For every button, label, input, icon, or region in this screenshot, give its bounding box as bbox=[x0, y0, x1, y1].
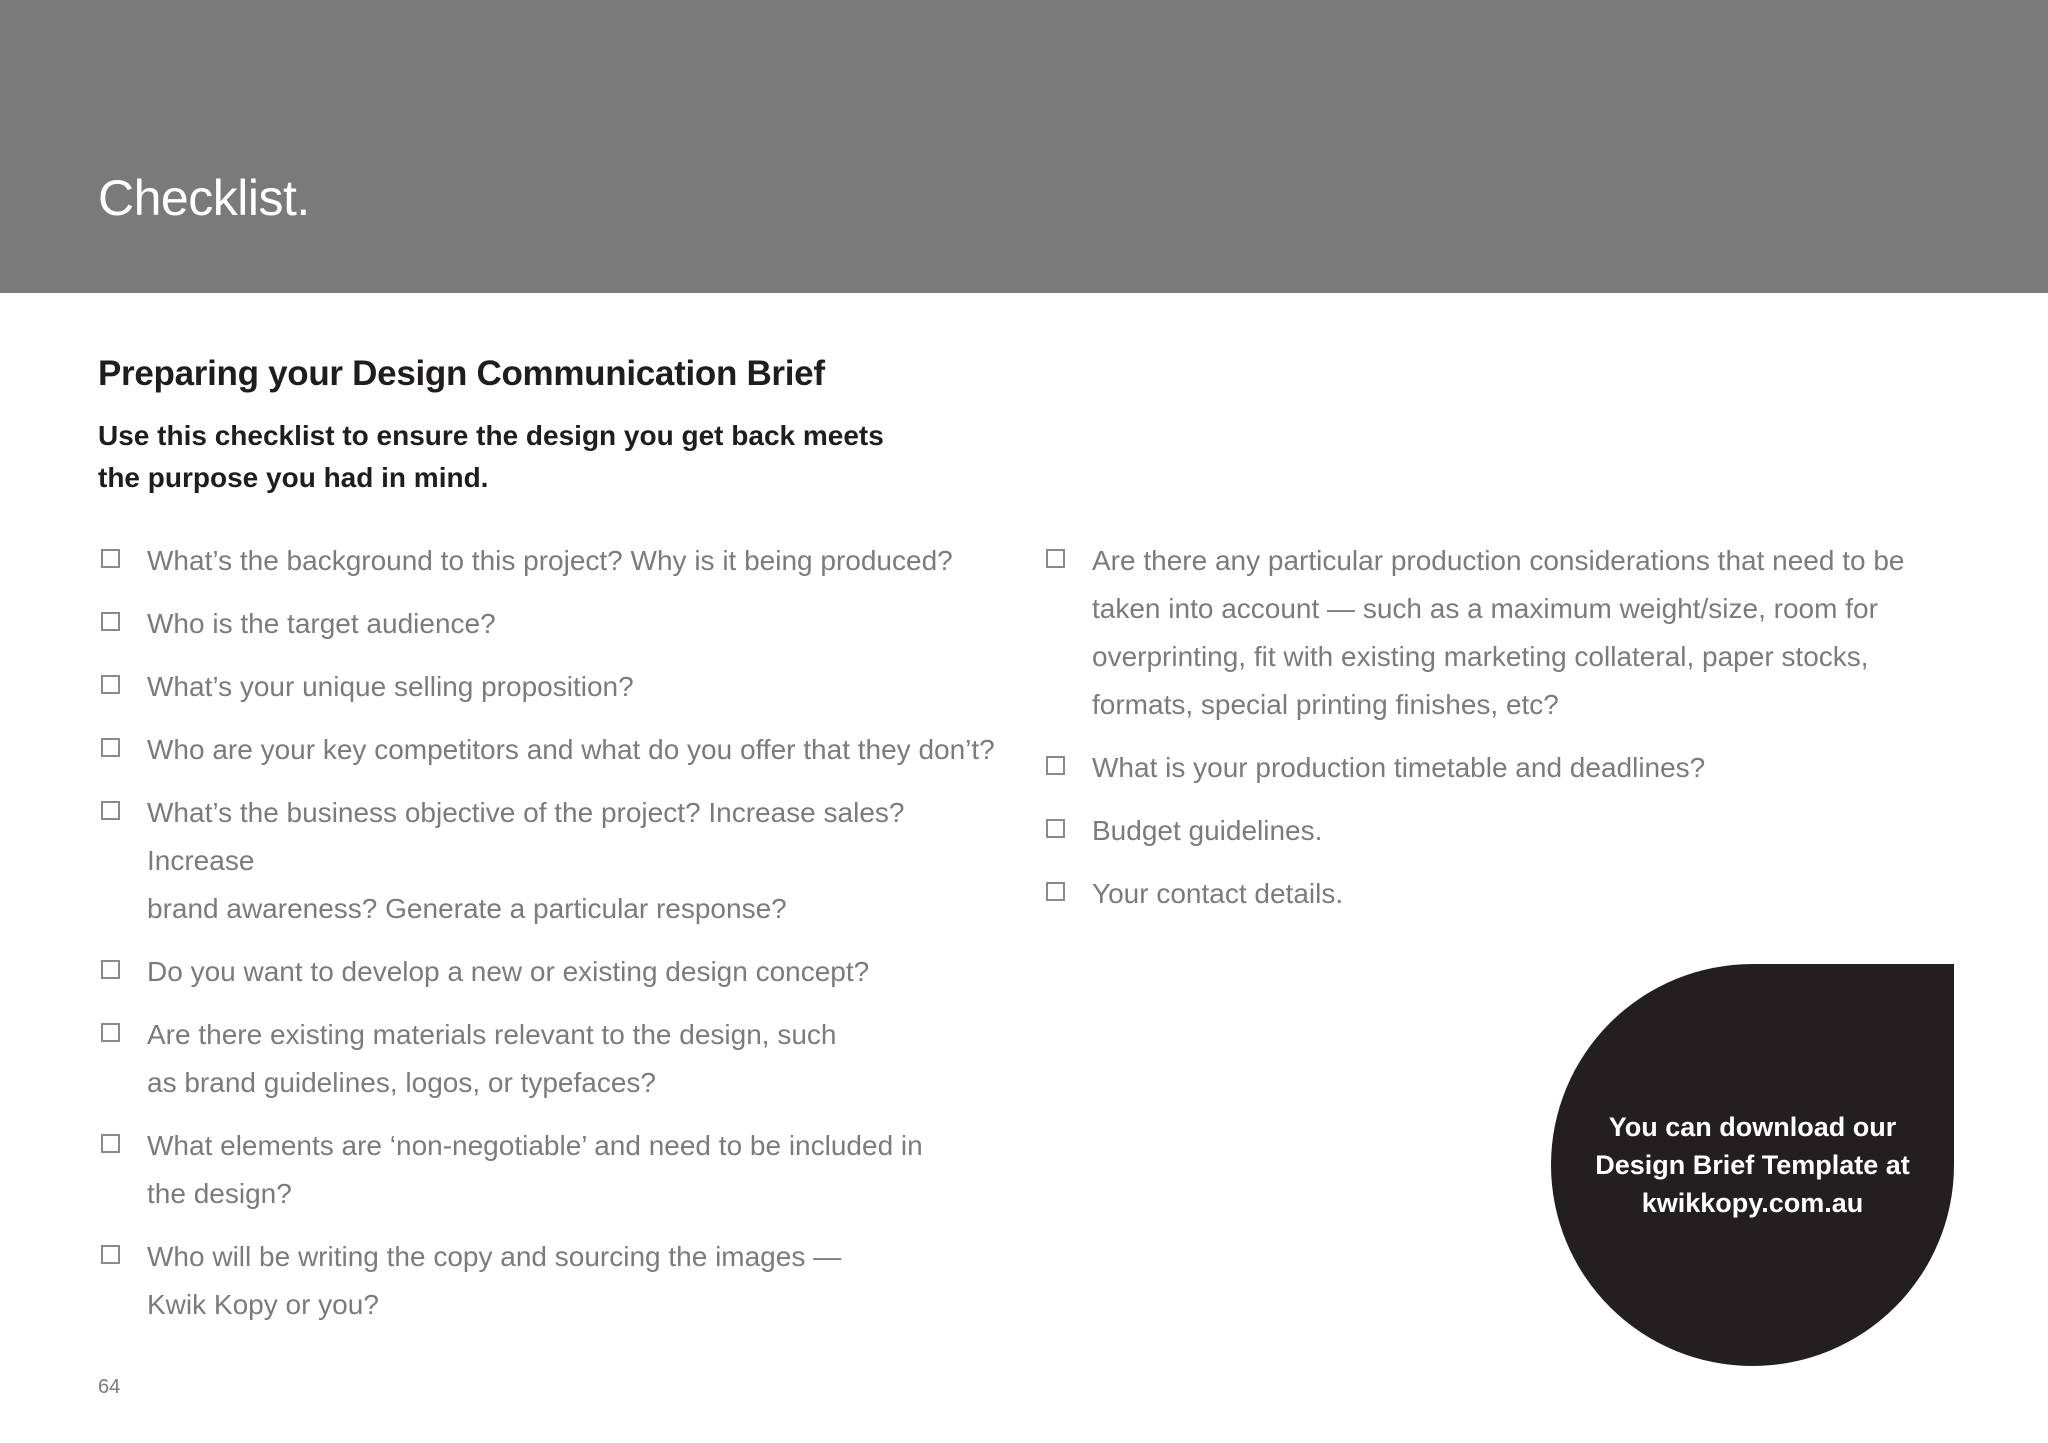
checklist-item-line: Who will be writing the copy and sourcing the images — bbox=[147, 1241, 842, 1272]
checklist-item bbox=[98, 663, 998, 711]
checklist-item-text bbox=[147, 726, 998, 774]
checklist-item-line: Who are your key competitors and what do you offer that they don’t? bbox=[147, 734, 995, 765]
checklist-item-line: formats, special printing finishes, etc? bbox=[1092, 689, 1559, 720]
checklist-item-line: What elements are ‘non-negotiable’ and need to be included in bbox=[147, 1130, 923, 1161]
checklist-item bbox=[98, 1233, 998, 1329]
callout-line-2: Design Brief Template at bbox=[1595, 1150, 1910, 1180]
checklist-item-line: Who is the target audience? bbox=[147, 608, 496, 639]
checkbox[interactable] bbox=[101, 738, 120, 757]
checklist-item bbox=[98, 1011, 998, 1107]
checklist-item-text bbox=[1092, 870, 1923, 918]
checklist-item-line: What’s the background to this project? Why is it being produced? bbox=[147, 545, 953, 576]
checkbox[interactable] bbox=[1046, 882, 1065, 901]
checklist-item-text bbox=[147, 1011, 998, 1107]
checklist-item-line: Your contact details. bbox=[1092, 878, 1344, 909]
checkbox[interactable] bbox=[101, 1245, 120, 1264]
checklist-item-line: What is your production timetable and deadlines? bbox=[1092, 752, 1706, 783]
checklist-item-line: taken into account — such as a maximum weight/size, room for bbox=[1092, 593, 1878, 624]
checkbox[interactable] bbox=[101, 1134, 120, 1153]
callout-link[interactable]: kwikkopy.com.au bbox=[1641, 1188, 1864, 1218]
checklist-left-column bbox=[98, 537, 998, 1344]
checklist-item-text bbox=[147, 1122, 998, 1218]
intro-line-1: Use this checklist to ensure the design you get back meets bbox=[98, 420, 884, 451]
checklist-item-line: What’s your unique selling proposition? bbox=[147, 671, 634, 702]
checklist-item-line: Are there existing materials relevant to the design, such bbox=[147, 1019, 837, 1050]
checklist-item bbox=[98, 537, 998, 585]
checklist-item-line: Budget guidelines. bbox=[1092, 815, 1323, 846]
checklist-item-line: Are there any particular production considerations that need to be bbox=[1092, 545, 1905, 576]
checklist-item bbox=[1043, 870, 1923, 918]
intro-text bbox=[98, 415, 898, 499]
checklist-item bbox=[1043, 744, 1923, 792]
checklist-item-line: brand awareness? Generate a particular response? bbox=[147, 893, 787, 924]
section-heading: Preparing your Design Communication Brief bbox=[98, 354, 825, 393]
checklist-item bbox=[1043, 537, 1923, 729]
checklist-item-line: Kwik Kopy or you? bbox=[147, 1289, 379, 1320]
checklist-item-text bbox=[147, 948, 998, 996]
checkbox[interactable] bbox=[101, 549, 120, 568]
checklist-item-text bbox=[147, 600, 998, 648]
checkbox[interactable] bbox=[101, 960, 120, 979]
checkbox[interactable] bbox=[1046, 756, 1065, 775]
intro-line-2: the purpose you had in mind. bbox=[98, 462, 489, 493]
checkbox[interactable] bbox=[1046, 819, 1065, 838]
callout-text bbox=[1593, 1108, 1913, 1222]
checklist-item bbox=[1043, 807, 1923, 855]
checklist-right-column bbox=[1043, 537, 1923, 933]
checklist-item bbox=[98, 948, 998, 996]
checklist-item bbox=[98, 600, 998, 648]
checklist-item-text bbox=[1092, 744, 1923, 792]
checklist-item-text bbox=[1092, 537, 1923, 729]
checkbox[interactable] bbox=[101, 675, 120, 694]
page-number: 64 bbox=[98, 1376, 121, 1398]
checklist-item-line: the design? bbox=[147, 1178, 292, 1209]
checklist-item-line: What’s the business objective of the project? Increase sales? Increase bbox=[147, 797, 905, 876]
checklist-item-text bbox=[147, 789, 998, 933]
checklist-item bbox=[98, 726, 998, 774]
checkbox[interactable] bbox=[1046, 549, 1065, 568]
checklist-item-line: as brand guidelines, logos, or typefaces? bbox=[147, 1067, 656, 1098]
download-callout bbox=[1551, 964, 1954, 1366]
checkbox[interactable] bbox=[101, 612, 120, 631]
checklist-item-text bbox=[147, 537, 998, 585]
checklist-item bbox=[98, 789, 998, 933]
callout-line-1: You can download our bbox=[1608, 1112, 1897, 1142]
header-banner bbox=[0, 0, 2048, 293]
checklist-item-text bbox=[147, 663, 998, 711]
checkbox[interactable] bbox=[101, 801, 120, 820]
page-title: Checklist. bbox=[98, 170, 310, 226]
checklist-item-line: Do you want to develop a new or existing design concept? bbox=[147, 956, 870, 987]
checklist-item-line: overprinting, fit with existing marketing collateral, paper stocks, bbox=[1092, 641, 1869, 672]
checklist-item bbox=[98, 1122, 998, 1218]
checklist-item-text bbox=[147, 1233, 998, 1329]
checklist-item-text bbox=[1092, 807, 1923, 855]
checkbox[interactable] bbox=[101, 1023, 120, 1042]
